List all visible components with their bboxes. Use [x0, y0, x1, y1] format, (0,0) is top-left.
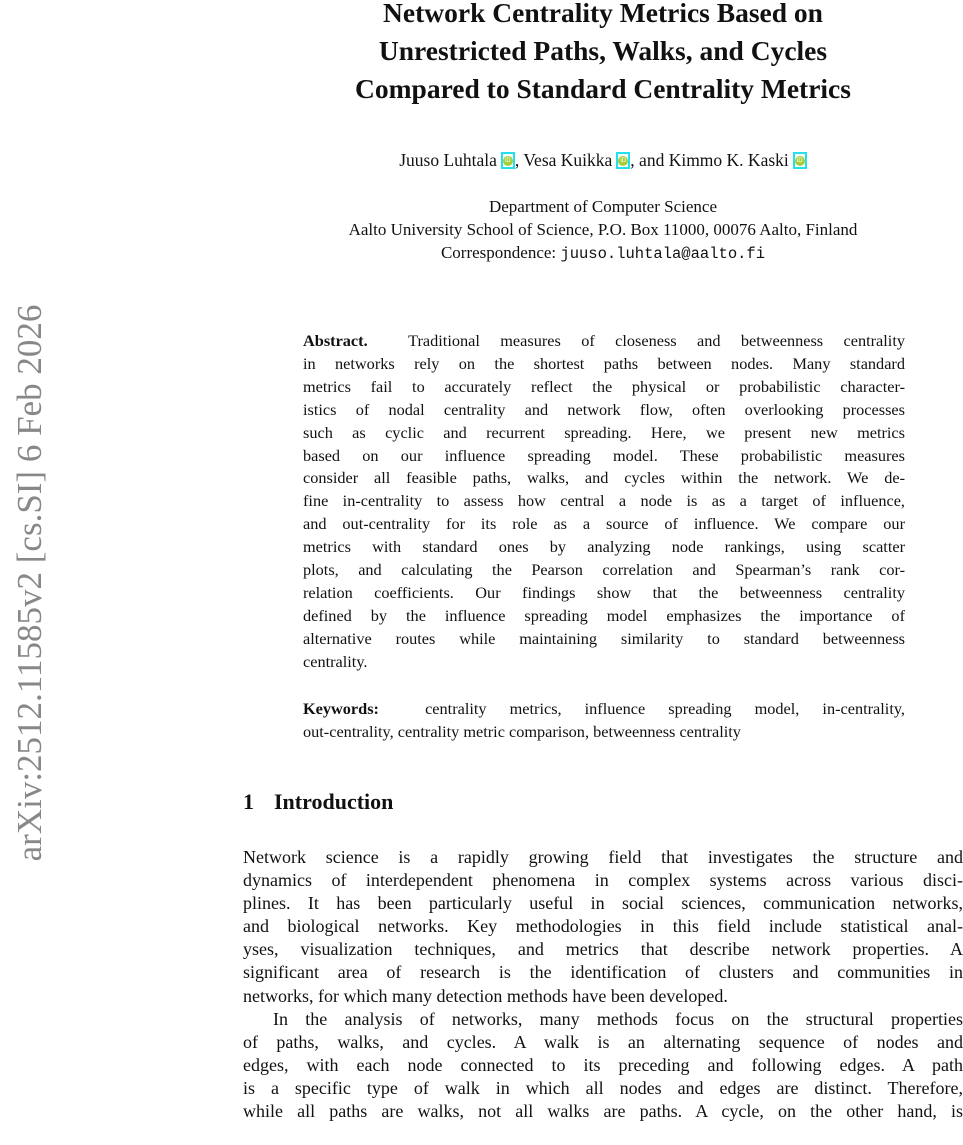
- keywords-line: [303, 697, 905, 720]
- abstract-line: metrics fail to accurately reflect the physical or probabilistic character-: [303, 376, 905, 396]
- paragraph-line: plines. It has been particularly useful in social sciences, communication networks,: [243, 893, 963, 914]
- title-line: Unrestricted Paths, Walks, and Cycles: [378, 35, 828, 66]
- paper-title: [243, 0, 963, 108]
- abstract-line: plots, and calculating the Pearson correlation and Spearman’s rank cor-: [303, 560, 905, 580]
- affiliation: [243, 195, 963, 266]
- paragraph-line: significant area of research is the identification of clusters and communities in: [243, 962, 963, 983]
- abstract: [303, 330, 905, 674]
- department: Department of Computer Science: [488, 197, 717, 216]
- keywords-text: centrality metrics, influence spreading model, in-centrality,: [425, 699, 905, 718]
- paragraph-line: is a specific type of walk in which all nodes and edges are distinct. Therefore,: [243, 1077, 963, 1098]
- keywords: [303, 697, 905, 743]
- paragraph-line: dynamics of interdependent phenomena in complex systems across various disci-: [243, 870, 963, 891]
- abstract-line: such as cyclic and recurrent spreading. Here, we present new metrics: [303, 422, 905, 442]
- abstract-line: in networks rely on the shortest paths between nodes. Many standard: [303, 353, 905, 373]
- author-name: , and Kimmo K. Kaski: [630, 150, 789, 170]
- arxiv-identifier-stamp: arXiv:2512.11585v2 [cs.SI] 6 Feb 2026: [10, 304, 49, 862]
- abstract-line: fine in-centrality to assess how central a node is as a target of influence,: [303, 491, 905, 511]
- correspondence-label: Correspondence:: [440, 243, 561, 262]
- abstract-line: defined by the influence spreading model emphasizes the importance of: [303, 605, 905, 625]
- abstract-text: Traditional measures of closeness and betweenness centrality: [408, 331, 905, 350]
- body-text: [243, 846, 963, 1123]
- section-heading: [243, 789, 393, 815]
- section-number: 1: [243, 789, 254, 814]
- paragraph-line: In the analysis of networks, many methods focus on the structural properties: [273, 1008, 963, 1029]
- section-title: Introduction: [274, 789, 394, 814]
- title-line: Compared to Standard Centrality Metrics: [355, 73, 851, 104]
- paragraph-line: networks, for which many detection methods have been developed.: [243, 985, 728, 1006]
- institution: Aalto University School of Science, P.O. Box 11000, 00076 Aalto, Finland: [348, 220, 858, 239]
- author-list: [243, 150, 963, 171]
- abstract-line: based on our influence spreading model. These probabilistic measures: [303, 445, 905, 465]
- paragraph-line: edges, with each node connected to its preceding and following edges. A path: [243, 1054, 963, 1075]
- title-line: Network Centrality Metrics Based on: [383, 0, 823, 28]
- orcid-icon[interactable]: [616, 152, 630, 169]
- abstract-label: Abstract.: [303, 331, 368, 350]
- paragraph-line: while all paths are walks, not all walks are paths. A cycle, on the other hand, is: [243, 1101, 963, 1122]
- abstract-line: metrics with standard ones by analyzing node rankings, using scatter: [303, 537, 905, 557]
- paragraph-line: yses, visualization techniques, and metrics that describe network properties. A: [243, 939, 963, 960]
- abstract-line: and out-centrality for its role as a source of influence. We compare our: [303, 514, 905, 534]
- paragraph-line: and biological networks. Key methodologies in this field include statistical anal-: [243, 916, 963, 937]
- author-name: , Vesa Kuikka: [514, 150, 613, 170]
- email-link[interactable]: juuso.luhtala@aalto.fi: [560, 245, 766, 263]
- author-name: Juuso Luhtala: [399, 150, 497, 170]
- abstract-line: alternative routes while maintaining similarity to standard betweenness: [303, 628, 905, 648]
- abstract-line: [303, 330, 905, 353]
- abstract-line: relation coefficients. Our findings show that the betweenness centrality: [303, 582, 905, 602]
- orcid-icon[interactable]: [501, 152, 515, 169]
- abstract-line: istics of nodal centrality and network flow, often overlooking processes: [303, 399, 905, 419]
- abstract-line: centrality.: [303, 651, 368, 671]
- orcid-icon[interactable]: [793, 152, 807, 169]
- keywords-label: Keywords:: [303, 699, 379, 718]
- abstract-line: consider all feasible paths, walks, and cycles within the network. We de-: [303, 468, 905, 488]
- keywords-line: out-centrality, centrality metric comparison, betweenness centrality: [303, 722, 741, 741]
- paragraph-line: of paths, walks, and cycles. A walk is an alternating sequence of nodes and: [243, 1031, 963, 1052]
- paragraph-line: Network science is a rapidly growing field that investigates the structure and: [243, 847, 963, 867]
